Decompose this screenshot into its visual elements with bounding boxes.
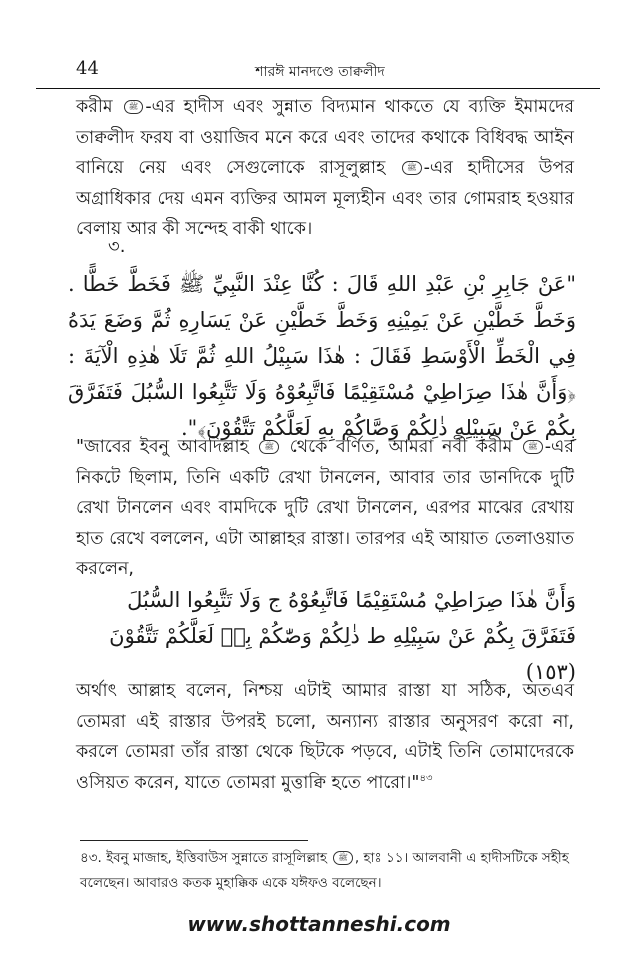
honorific-seal-icon: ﷺ [402, 161, 422, 175]
page-number: 44 [76, 58, 99, 79]
footnote-text-b: , হাঃ ১১। আলবানী এ হাদীসটিকে সহীহ বলেছেন। আবারও কতক মুহাক্কিক একে যঈফও বলেছেন। [80, 850, 569, 891]
paragraph-2-text-b: থেকে বর্ণিত, আমরা নবী করীম [289, 437, 513, 457]
footnote [80, 846, 580, 896]
paragraph-3-text: অর্থাৎ আল্লাহ বলেন, নিশ্চয় এটাই আমার রাস্তা যা সঠিক, অতএব তোমরা এই রাস্তার উপরই চলো, অন্যান্য রাস্তার অনুসরণ করো না, করলে তোমরা তাঁর রাস্তা থেকে ছিটকে পড়বে, এটাই তিনি তোমাদেরকে ওসিয়ত করেন, যাতে তোমরা মুত্তাক্বি হতে পারো।" [76, 681, 574, 793]
honorific-seal-icon: ﷺ [124, 100, 144, 114]
website-url[interactable]: www.shottanneshi.com [187, 912, 451, 936]
paragraph-1-text-a: করীম [76, 97, 113, 117]
paragraph-2 [76, 432, 574, 585]
paragraph-1 [76, 92, 574, 245]
page-header [42, 58, 598, 86]
paragraph-1-text-c: -এর হাদীসের উপর অগ্রাধিকার দেয় এমন ব্যক্তির আমল মূল্যহীন এবং তার গোমরাহ হওয়ার বেলায় আর কী সন্দেহ বাকী থাকে। [76, 158, 574, 239]
section-number: ৩. [108, 236, 126, 257]
paragraph-2-text-c: -এর নিকটে ছিলাম, তিনি একটি রেখা টানলেন, আবার তার ডানদিকে দুটি রেখা টানলেন এবং বামদিকে দুটি রেখা টানলেন, এরপর মাঝের রেখায় হাত রেখে বললেন, এটা আল্লাহর রাস্তা। তারপর এই আয়াত তেলাওয়াত করলেন, [76, 437, 574, 579]
paragraph-2-text-a: "জাবের ইবনু আবদিল্লাহ [76, 437, 249, 457]
footnote-reference[interactable]: ৪৩ [419, 772, 433, 784]
arabic-ayah-text: وَأَنَّ هٰذَا صِرَاطِيْ مُسْتَقِيْمًا فَاتَّبِعُوْهُ ج وَلَا تَتَّبِعُوا السُّبُلَ فَتَفَرَّقَ بِكُمْ عَنْ سَبِيْلِهِ ط ذٰلِكُمْ وَصّٰكُمْ بِهٖ لَعَلَّكُمْ تَتَّقُوْنَ (١٥٣) [109, 588, 576, 684]
honorific-seal-icon: ﷺ [523, 440, 543, 454]
paragraph-3 [76, 676, 574, 798]
paragraph-1-text-b: -এর হাদীস এবং সুন্নাত বিদ্যমান থাকতে যে ব্যক্তি ইমামদের তাক্বলীদ ফরয বা ওয়াজিব মনে করে এবং তাদের কথাকে বিধিবদ্ধ আইন বানিয়ে নেয় এবং সেগুলোকে রাসূলুল্লাহ [76, 97, 574, 178]
footnote-text-a: ৪৩. ইবনু মাজাহ, ইত্তিবাউস সুন্নাতে রাসূলিল্লাহ [80, 850, 327, 866]
arabic-hadith-text: "عَنْ جَابِرِ بْنِ عَبْدِ اللهِ قَالَ : كُنَّا عِنْدَ النَّبِيِّ ﷺ فَخَطَّ خَطًّا . وَخَطَّ خَطَّيْنِ عَنْ يَمِيْنِهِ وَخَطَّ خَطَّيْنِ عَنْ يَسَارِهِ ثُمَّ وَضَعَ يَدَهُ فِي الْخَطِّ الْأَوْسَطِ فَقَالَ : هٰذَا سَبِيْلُ اللهِ ثُمَّ تَلَا هٰذِهِ الْآيَةَ : ﴿وَأَنَّ هٰذَا صِرَاطِيْ مُسْتَقِيْمًا فَاتَّبِعُوْهُ وَلَا تَتَّبِعُوا السُّبُلَ فَتَفَرَّقَ بِكُمْ عَنْ سَبِيْلِهِ ذٰلِكُمْ وَصَّاكُمْ بِهِ لَعَلَّكُمْ تَتَّقُوْنَ﴾". [68, 272, 576, 440]
running-title: শারঈ মানদণ্ডে তাক্বলীদ [255, 64, 385, 80]
footnote-divider [80, 840, 308, 841]
honorific-seal-icon: ﷺ [259, 440, 279, 454]
header-rule [36, 88, 600, 89]
honorific-seal-icon: ﷺ [333, 851, 353, 865]
